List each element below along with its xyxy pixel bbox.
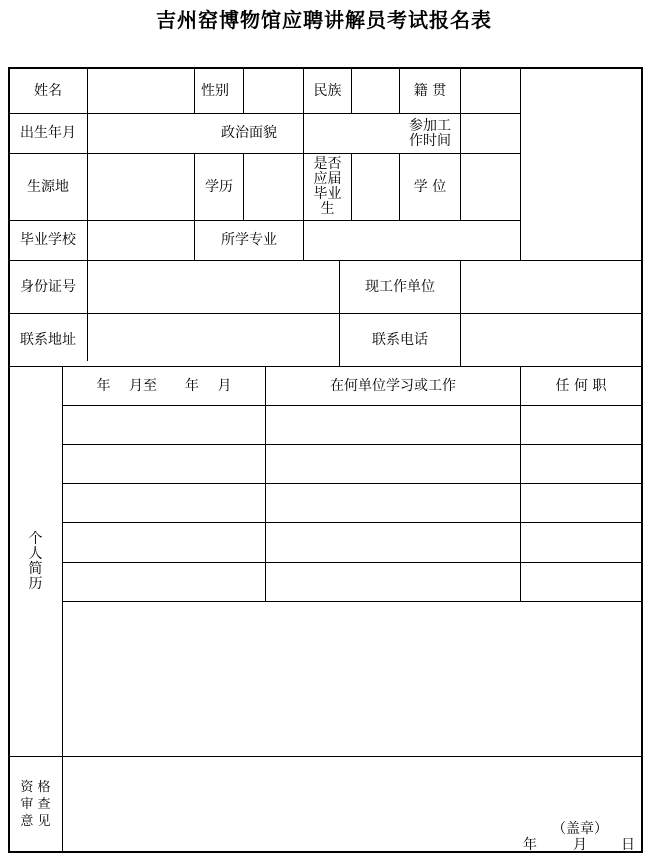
position-header: 任 何 职 bbox=[555, 377, 607, 394]
education-field[interactable] bbox=[244, 154, 303, 220]
employer-field[interactable] bbox=[461, 261, 641, 313]
major-label: 所学专业 bbox=[221, 232, 277, 248]
id-number-field[interactable] bbox=[88, 261, 339, 313]
ethnicity-label: 民族 bbox=[313, 82, 342, 99]
resume-period-cell[interactable] bbox=[63, 406, 265, 444]
fresh-graduate-label-line: 生 bbox=[320, 201, 335, 217]
native-place-label: 籍 贯 bbox=[413, 82, 447, 99]
political-status-label: 政治面貌 bbox=[221, 125, 277, 141]
native-place-field[interactable] bbox=[461, 69, 520, 113]
work-start-label-line: 作时间 bbox=[409, 132, 451, 149]
resume-unit-cell[interactable] bbox=[266, 484, 520, 522]
form-title: 吉州窑博物馆应聘讲解员考试报名表 bbox=[156, 8, 492, 32]
resume-unit-cell[interactable] bbox=[266, 406, 520, 444]
fresh-graduate-field[interactable] bbox=[352, 154, 399, 220]
resume-position-cell[interactable] bbox=[521, 523, 641, 562]
date-year: 年 bbox=[523, 837, 537, 853]
phone-field[interactable] bbox=[461, 314, 641, 366]
fresh-graduate-label-line: 是否 bbox=[313, 156, 342, 172]
fresh-graduate-label bbox=[304, 154, 351, 220]
unit-header: 在何单位学习或工作 bbox=[330, 377, 456, 394]
ethnicity-field[interactable] bbox=[352, 69, 399, 113]
work-start-label bbox=[400, 114, 460, 153]
resume-label-char: 历 bbox=[28, 575, 43, 592]
resume-label-char: 简 bbox=[28, 560, 43, 577]
review-label-line: 资 格 bbox=[20, 779, 51, 795]
review-label-line: 意 见 bbox=[20, 813, 51, 829]
date-month: 月 bbox=[573, 837, 587, 853]
period-header: 年 月至 年 月 bbox=[96, 377, 232, 394]
resume-label-char: 人 bbox=[28, 545, 43, 562]
origin-label: 生源地 bbox=[27, 178, 69, 195]
political-status-field[interactable] bbox=[304, 114, 399, 153]
work-start-field[interactable] bbox=[461, 114, 520, 153]
resume-unit-cell[interactable] bbox=[266, 523, 520, 562]
education-label: 学历 bbox=[205, 178, 233, 195]
origin-field[interactable] bbox=[88, 154, 194, 220]
photo-area[interactable] bbox=[521, 69, 641, 260]
name-field[interactable] bbox=[88, 69, 194, 113]
review-label bbox=[9, 757, 62, 851]
resume-period-cell[interactable] bbox=[63, 523, 265, 562]
resume-unit-cell[interactable] bbox=[266, 563, 520, 601]
resume-label bbox=[9, 367, 62, 756]
work-start-label-line: 参加工 bbox=[409, 117, 451, 134]
phone-label: 联系电话 bbox=[372, 331, 428, 348]
fresh-graduate-label-line: 应届 bbox=[313, 171, 342, 187]
degree-field[interactable] bbox=[461, 154, 520, 220]
employer-label: 现工作单位 bbox=[365, 278, 435, 295]
resume-label-char: 个 bbox=[28, 530, 43, 547]
resume-period-cell[interactable] bbox=[63, 563, 265, 601]
birth-label: 出生年月 bbox=[20, 125, 76, 141]
school-field[interactable] bbox=[88, 221, 194, 260]
seal-text: （盖章） bbox=[552, 821, 608, 837]
fresh-graduate-label-line: 毕业 bbox=[313, 186, 342, 202]
gender-field[interactable] bbox=[244, 69, 303, 113]
review-label-line: 审 查 bbox=[20, 796, 51, 812]
name-label: 姓名 bbox=[34, 82, 62, 99]
date-day: 日 bbox=[621, 837, 635, 853]
resume-period-cell[interactable] bbox=[63, 445, 265, 483]
birth-field[interactable] bbox=[88, 114, 194, 153]
resume-position-cell[interactable] bbox=[521, 563, 641, 601]
resume-position-cell[interactable] bbox=[521, 484, 641, 522]
resume-period-cell[interactable] bbox=[63, 484, 265, 522]
resume-position-cell[interactable] bbox=[521, 445, 641, 483]
gender-label: 性别 bbox=[201, 82, 229, 99]
address-field[interactable] bbox=[88, 314, 339, 366]
id-number-label: 身份证号 bbox=[20, 278, 76, 295]
resume-position-cell[interactable] bbox=[521, 406, 641, 444]
degree-label: 学 位 bbox=[413, 178, 447, 195]
major-field[interactable] bbox=[304, 221, 520, 260]
address-label: 联系地址 bbox=[20, 331, 76, 348]
resume-extra-area[interactable] bbox=[63, 602, 641, 756]
school-label: 毕业学校 bbox=[20, 232, 76, 248]
resume-unit-cell[interactable] bbox=[266, 445, 520, 483]
